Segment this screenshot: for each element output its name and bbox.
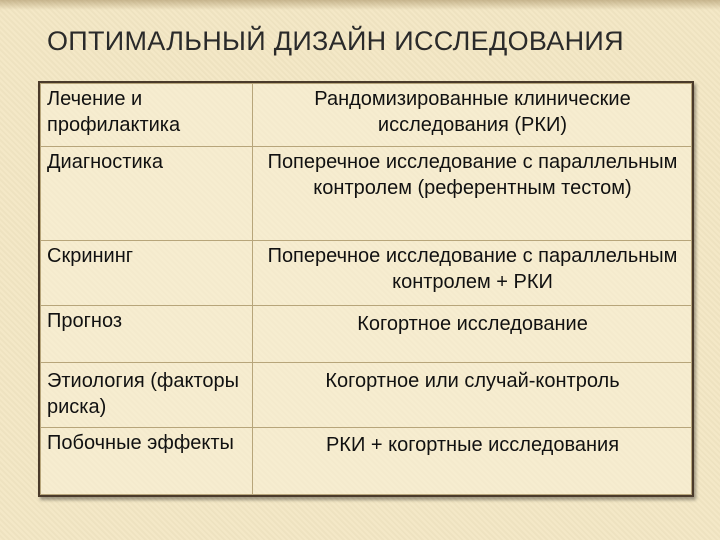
table-row <box>41 147 692 241</box>
task-cell: Побочные эффекты <box>41 427 253 494</box>
design-cell: РКИ + когортные исследования <box>253 427 692 494</box>
task-cell: Диагностика <box>41 147 253 241</box>
top-edge-shadow <box>0 0 720 10</box>
task-cell: Этиология (факторы риска) <box>41 362 253 427</box>
design-cell: Поперечное исследование с параллельным контролем (референтным тестом) <box>253 147 692 241</box>
table-row <box>41 240 692 305</box>
slide-title: ОПТИМАЛЬНЫЙ ДИЗАЙН ИССЛЕДОВАНИЯ <box>47 26 624 56</box>
task-cell: Лечение и профилактика <box>41 84 253 147</box>
design-cell: Поперечное исследование с параллельным контролем + РКИ <box>253 240 692 305</box>
table-row <box>41 427 692 494</box>
design-cell: Рандомизированные клинические исследования (РКИ) <box>253 84 692 147</box>
table-row <box>41 84 692 147</box>
design-cell: Когортное исследование <box>253 305 692 362</box>
task-cell: Скрининг <box>41 240 253 305</box>
study-design-grid <box>40 83 692 495</box>
study-design-table <box>38 81 694 497</box>
table-row <box>41 362 692 427</box>
design-cell: Когортное или случай-контроль <box>253 362 692 427</box>
task-cell: Прогноз <box>41 305 253 362</box>
table-row <box>41 305 692 362</box>
